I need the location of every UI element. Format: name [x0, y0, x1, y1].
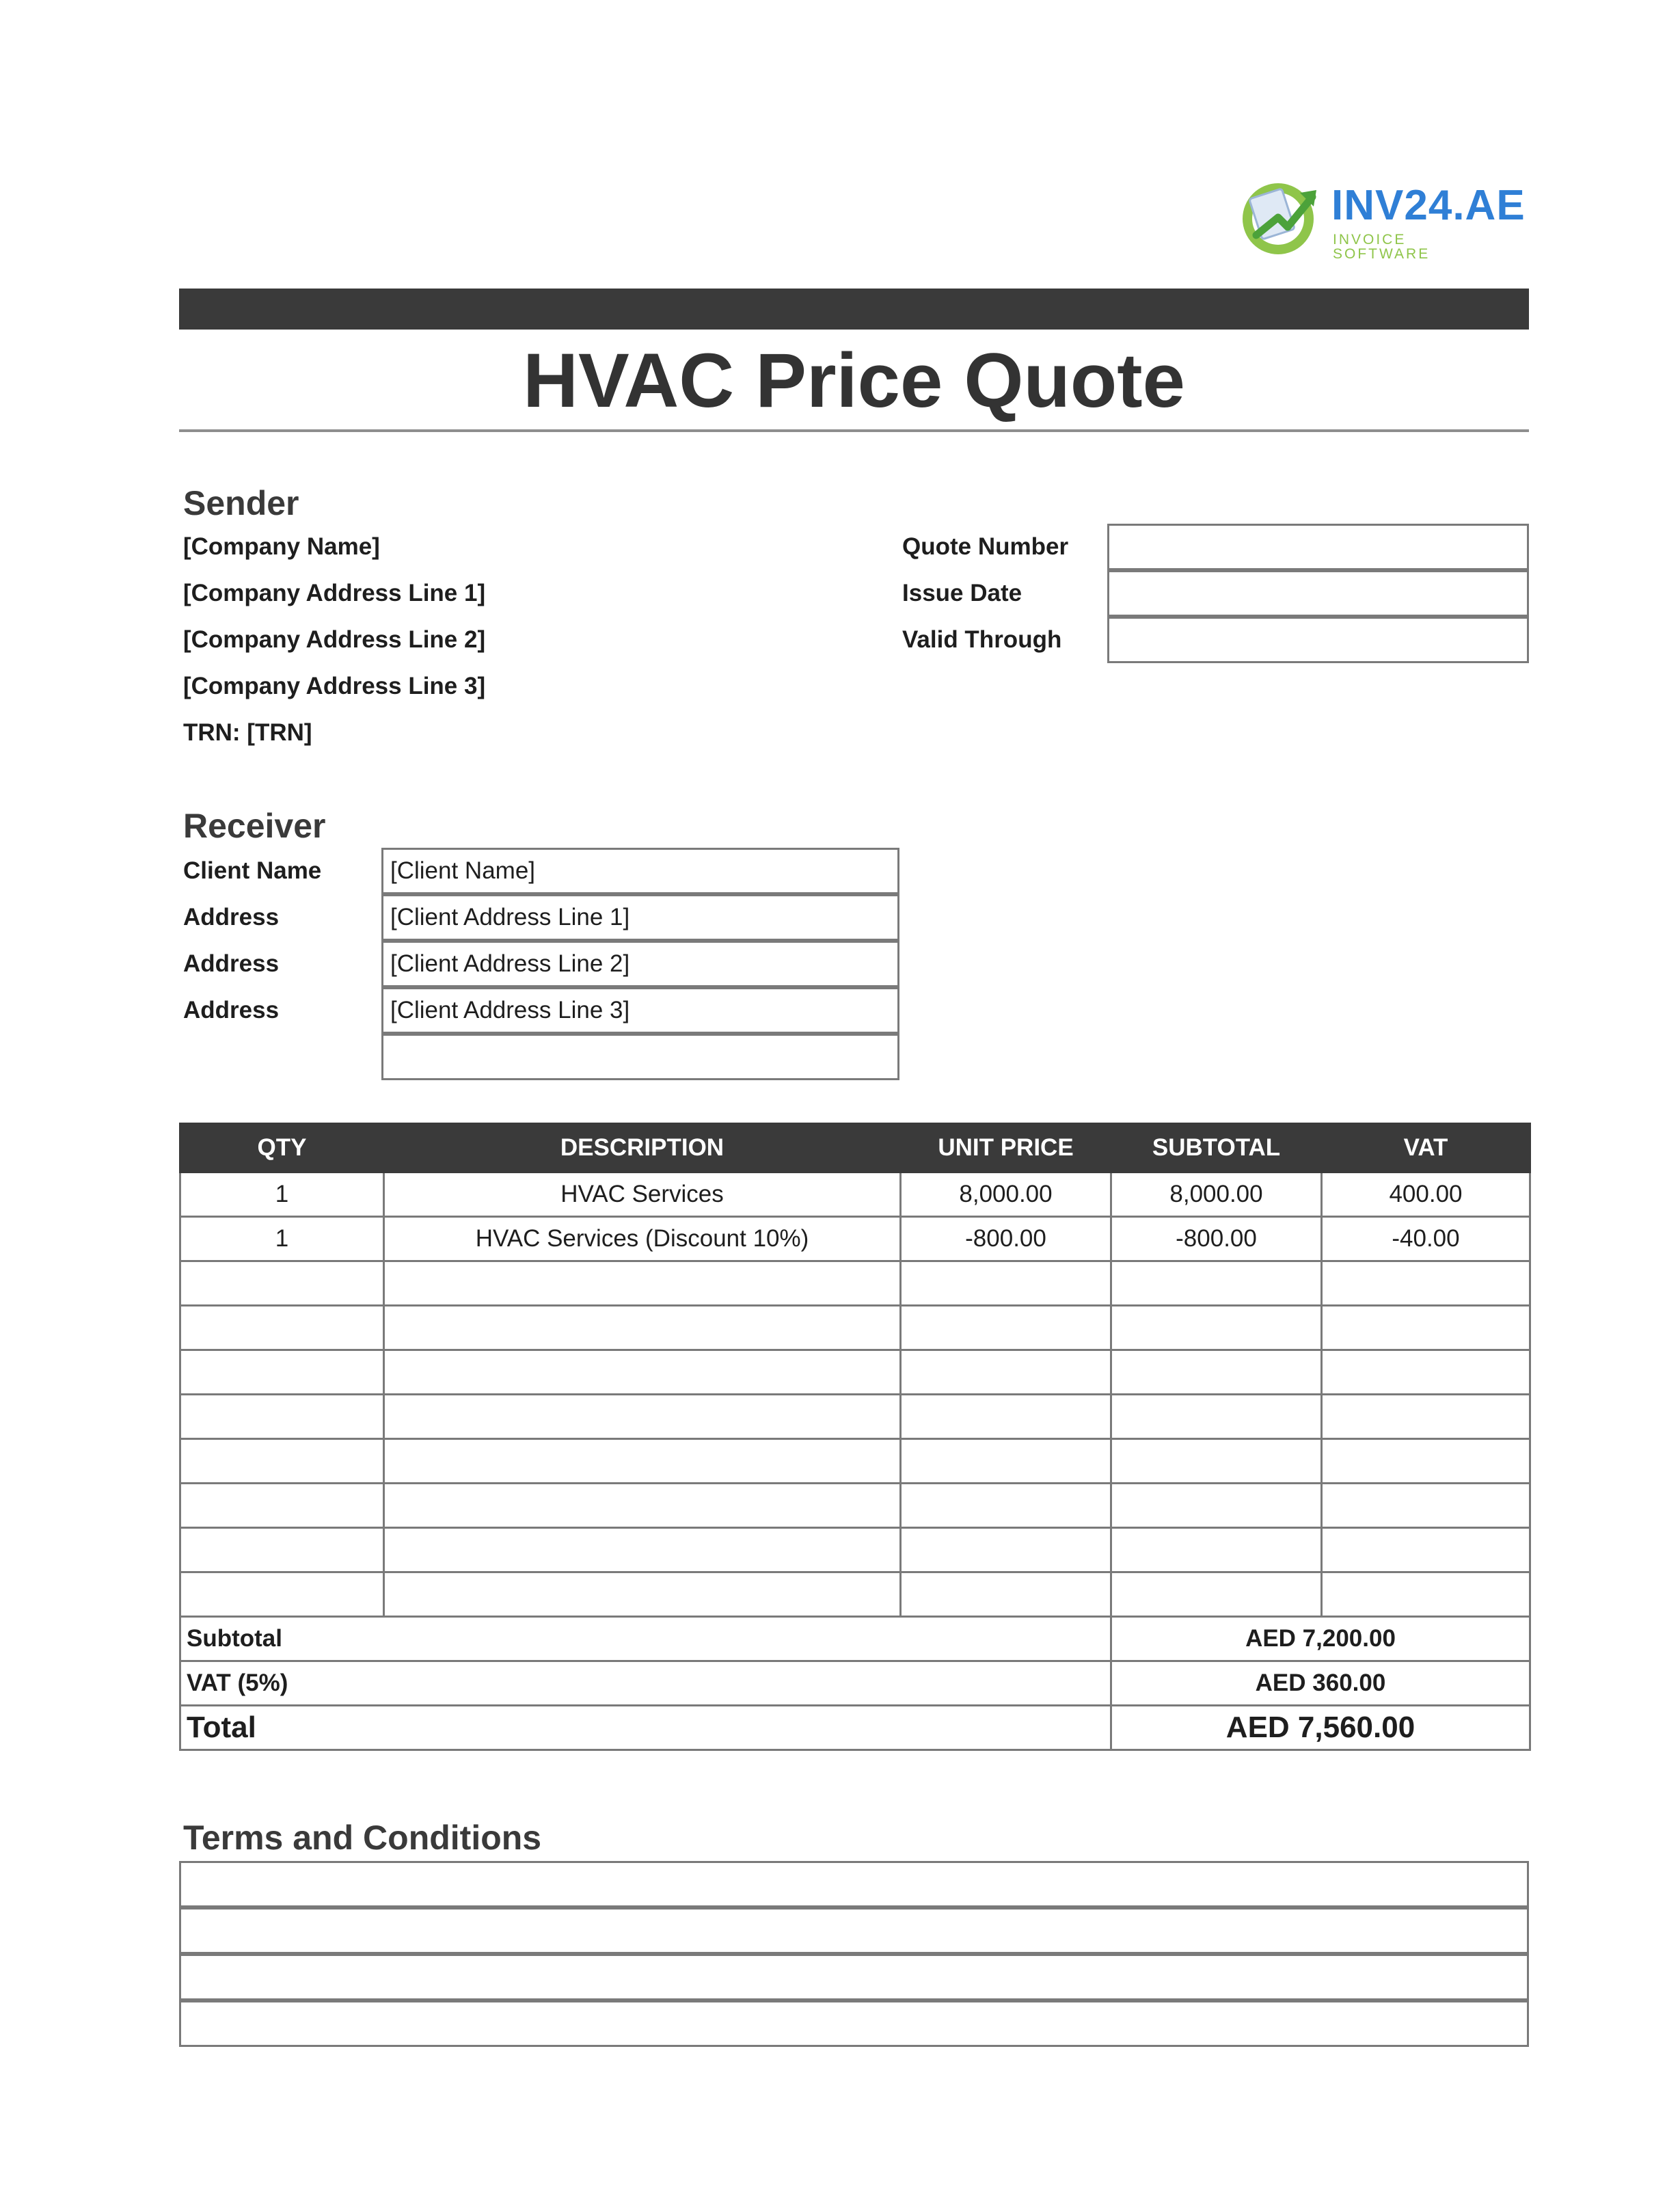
vat-cell[interactable]: -40.00 [1322, 1217, 1530, 1261]
description-cell[interactable]: HVAC Services [384, 1172, 901, 1217]
sender-address-line-3: [Company Address Line 3] [183, 673, 486, 699]
unit-price-cell[interactable]: 8,000.00 [901, 1172, 1111, 1217]
qty-cell[interactable] [180, 1261, 384, 1306]
vat-value: AED 360.00 [1111, 1661, 1530, 1706]
subtotal-header: SUBTOTAL [1111, 1124, 1322, 1172]
client-name-field[interactable]: [Client Name] [381, 848, 899, 894]
empty-table-row [180, 1439, 1530, 1484]
subtotal-row [180, 1617, 1530, 1661]
total-row [180, 1706, 1530, 1750]
vat-cell[interactable] [1322, 1528, 1530, 1572]
description-header: DESCRIPTION [384, 1124, 901, 1172]
description-cell[interactable] [384, 1439, 901, 1484]
qty-cell[interactable] [180, 1439, 384, 1484]
logo-invoice-arrow-icon [1236, 172, 1325, 261]
unit-price-cell[interactable] [901, 1439, 1111, 1484]
description-cell[interactable]: HVAC Services (Discount 10%) [384, 1217, 901, 1261]
empty-table-row [180, 1528, 1530, 1572]
client-address-line-2-field[interactable]: [Client Address Line 2] [381, 941, 899, 987]
empty-table-row [180, 1350, 1530, 1395]
unit-price-cell[interactable] [901, 1484, 1111, 1528]
table-row [180, 1172, 1530, 1217]
subtotal-label: Subtotal [180, 1617, 1111, 1661]
vat-header: VAT [1322, 1124, 1530, 1172]
qty-cell[interactable] [180, 1484, 384, 1528]
client-address-line-3-field[interactable]: [Client Address Line 3] [381, 987, 899, 1034]
sender-address-line-2: [Company Address Line 2] [183, 626, 486, 653]
receiver-heading: Receiver [183, 807, 326, 845]
qty-cell[interactable] [180, 1395, 384, 1439]
terms-line-4[interactable] [179, 2000, 1529, 2047]
vat-cell[interactable]: 400.00 [1322, 1172, 1530, 1217]
valid-through-field[interactable] [1107, 617, 1529, 663]
qty-cell[interactable] [180, 1528, 384, 1572]
qty-header: QTY [180, 1124, 384, 1172]
header-bar [179, 289, 1529, 330]
table-row [180, 1217, 1530, 1261]
vat-cell[interactable] [1322, 1350, 1530, 1395]
description-cell[interactable] [384, 1350, 901, 1395]
terms-line-3[interactable] [179, 1954, 1529, 2000]
line-items-table [179, 1123, 1531, 1751]
client-name-label: Client Name [183, 857, 322, 884]
vat-cell[interactable] [1322, 1484, 1530, 1528]
subtotal-cell[interactable] [1111, 1395, 1322, 1439]
sender-address-line-1: [Company Address Line 1] [183, 580, 486, 606]
description-cell[interactable] [384, 1306, 901, 1350]
client-address-line-1-field[interactable]: [Client Address Line 1] [381, 894, 899, 941]
qty-cell[interactable]: 1 [180, 1172, 384, 1217]
subtotal-cell[interactable] [1111, 1350, 1322, 1395]
subtotal-value: AED 7,200.00 [1111, 1617, 1530, 1661]
terms-line-1[interactable] [179, 1861, 1529, 1907]
unit-price-cell[interactable] [901, 1572, 1111, 1617]
terms-heading: Terms and Conditions [183, 1819, 542, 1857]
page-title: HVAC Price Quote [523, 338, 1185, 423]
subtotal-cell[interactable] [1111, 1306, 1322, 1350]
empty-table-row [180, 1306, 1530, 1350]
logo-tagline: INVOICE SOFTWARE [1333, 232, 1431, 262]
unit-price-cell[interactable] [901, 1306, 1111, 1350]
company-logo [1236, 172, 1526, 262]
logo-brand-text: INV24.AE [1331, 182, 1526, 229]
subtotal-cell[interactable] [1111, 1528, 1322, 1572]
client-address-label-2: Address [183, 950, 280, 977]
client-address-label-3: Address [183, 997, 280, 1023]
unit-price-cell[interactable] [901, 1528, 1111, 1572]
vat-cell[interactable] [1322, 1395, 1530, 1439]
unit-price-cell[interactable] [901, 1261, 1111, 1306]
vat-cell[interactable] [1322, 1261, 1530, 1306]
qty-cell[interactable] [180, 1572, 384, 1617]
unit-price-cell[interactable] [901, 1350, 1111, 1395]
empty-table-row [180, 1261, 1530, 1306]
description-cell[interactable] [384, 1528, 901, 1572]
unit-price-cell[interactable] [901, 1395, 1111, 1439]
vat-cell[interactable] [1322, 1572, 1530, 1617]
description-cell[interactable] [384, 1261, 901, 1306]
description-cell[interactable] [384, 1572, 901, 1617]
empty-table-row [180, 1484, 1530, 1528]
vat-cell[interactable] [1322, 1439, 1530, 1484]
subtotal-cell[interactable] [1111, 1261, 1322, 1306]
unit-price-cell[interactable]: -800.00 [901, 1217, 1111, 1261]
qty-cell[interactable] [180, 1306, 384, 1350]
qty-cell[interactable] [180, 1350, 384, 1395]
empty-table-row [180, 1395, 1530, 1439]
client-address-label-1: Address [183, 904, 280, 930]
qty-cell[interactable]: 1 [180, 1217, 384, 1261]
terms-line-2[interactable] [179, 1907, 1529, 1954]
issue-date-label: Issue Date [902, 580, 1022, 606]
vat-cell[interactable] [1322, 1306, 1530, 1350]
sender-heading: Sender [183, 484, 299, 522]
subtotal-cell[interactable]: -800.00 [1111, 1217, 1322, 1261]
client-extra-field[interactable] [381, 1034, 899, 1080]
subtotal-cell[interactable] [1111, 1439, 1322, 1484]
quote-number-field[interactable] [1107, 524, 1529, 570]
subtotal-cell[interactable] [1111, 1484, 1322, 1528]
table-header-row [180, 1124, 1530, 1172]
quote-number-label: Quote Number [902, 533, 1069, 560]
description-cell[interactable] [384, 1484, 901, 1528]
title-divider [179, 429, 1529, 432]
vat-label: VAT (5%) [180, 1661, 1111, 1706]
unit-price-header: UNIT PRICE [901, 1124, 1111, 1172]
valid-through-label: Valid Through [902, 626, 1062, 653]
vat-row [180, 1661, 1530, 1706]
description-cell[interactable] [384, 1395, 901, 1439]
issue-date-field[interactable] [1107, 570, 1529, 617]
subtotal-cell[interactable] [1111, 1572, 1322, 1617]
sender-trn: TRN: [TRN] [183, 719, 312, 746]
total-value: AED 7,560.00 [1111, 1706, 1530, 1750]
total-label: Total [180, 1706, 1111, 1750]
sender-company-name: [Company Name] [183, 533, 380, 560]
subtotal-cell[interactable]: 8,000.00 [1111, 1172, 1322, 1217]
empty-table-row [180, 1572, 1530, 1617]
